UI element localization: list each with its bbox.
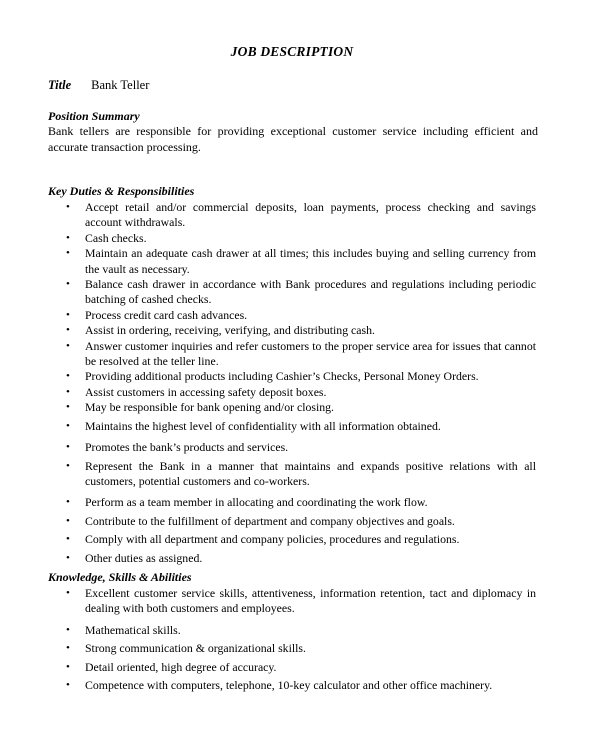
list-item: • Promotes the bank’s products and services. xyxy=(66,440,289,455)
bullet-icon: • xyxy=(66,419,70,432)
list-item: • Comply with all department and company policies, procedures and regulations. xyxy=(66,532,460,547)
bullet-icon: • xyxy=(66,679,70,692)
bullet-icon: • xyxy=(66,370,70,383)
job-title-value: Bank Teller xyxy=(91,78,150,92)
list-item: • Perform as a team member in allocating and coordinating the work flow. xyxy=(66,495,428,510)
list-item: • Excellent customer service skills, attentiveness, information retention, tact and diplomacy in dealing with both customers and employees. xyxy=(66,586,536,616)
list-item: • Assist in ordering, receiving, verifying, and distributing cash. xyxy=(66,323,375,338)
position-summary-text: Bank tellers are responsible for providing exceptional customer service including efficient and accurate transaction processing. xyxy=(48,124,538,154)
duties-list xyxy=(62,200,536,566)
list-item: • Strong communication & organizational skills. xyxy=(66,641,306,656)
bullet-icon: • xyxy=(66,201,70,213)
bullet-icon: • xyxy=(66,339,70,352)
document-heading: JOB DESCRIPTION xyxy=(230,44,354,59)
bullet-icon: • xyxy=(66,623,70,636)
knowledge-heading: Knowledge, Skills & Abilities xyxy=(48,570,192,584)
bullet-icon: • xyxy=(66,514,70,527)
bullet-icon: • xyxy=(66,496,70,509)
bullet-icon: • xyxy=(66,385,70,398)
list-item: • Competence with computers, telephone, 10-key calculator and other office machinery. xyxy=(66,678,493,693)
list-item: • Other duties as assigned. xyxy=(66,550,203,565)
position-summary-heading: Position Summary xyxy=(48,109,140,123)
list-item: • Process credit card cash advances. xyxy=(66,307,248,322)
list-item: • Balance cash drawer in accordance with Bank procedures and regulations including periodic batching of cashed checks. xyxy=(66,277,536,307)
bullet-icon: • xyxy=(66,401,70,414)
list-item: • Assist customers in accessing safety deposit boxes. xyxy=(66,384,327,399)
bullet-icon: • xyxy=(66,231,70,244)
list-item: • Maintains the highest level of confidentiality with all information obtained. xyxy=(66,418,441,433)
bullet-icon: • xyxy=(66,551,70,564)
job-title-label: Title xyxy=(48,78,72,92)
list-item: • Providing additional products including Cashier’s Checks, Personal Money Orders. xyxy=(66,369,479,384)
list-item: • Mathematical skills. xyxy=(66,622,181,637)
knowledge-list xyxy=(62,586,536,693)
bullet-icon: • xyxy=(66,533,70,546)
bullet-icon: • xyxy=(66,459,70,472)
bullet-icon: • xyxy=(66,642,70,655)
job-title-row xyxy=(48,78,149,93)
list-item: • Accept retail and/or commercial deposits, loan payments, process checking and savings account withdrawals. xyxy=(66,200,536,230)
bullet-icon: • xyxy=(66,247,70,260)
list-item: • Represent the Bank in a manner that maintains and expands positive relations with all customers, potential customers and co-workers. xyxy=(66,458,536,488)
list-item: • Detail oriented, high degree of accuracy. xyxy=(66,659,277,674)
bullet-icon: • xyxy=(66,660,70,673)
list-item: • Contribute to the fulfillment of department and company objectives and goals. xyxy=(66,513,455,528)
list-item: • May be responsible for bank opening and/or closing. xyxy=(66,400,334,415)
list-item: • Maintain an adequate cash drawer at all times; this includes buying and selling currency from the vault as necessary. xyxy=(66,246,536,276)
list-item: • Cash checks. xyxy=(66,230,147,245)
list-item: • Answer customer inquiries and refer customers to the proper service area for issues that cannot be resolved at the teller line. xyxy=(66,338,536,369)
bullet-icon: • xyxy=(66,587,70,599)
bullet-icon: • xyxy=(66,324,70,337)
duties-heading: Key Duties & Responsibilities xyxy=(48,184,195,198)
bullet-icon: • xyxy=(66,308,70,321)
bullet-icon: • xyxy=(66,278,70,291)
bullet-icon: • xyxy=(66,441,70,454)
